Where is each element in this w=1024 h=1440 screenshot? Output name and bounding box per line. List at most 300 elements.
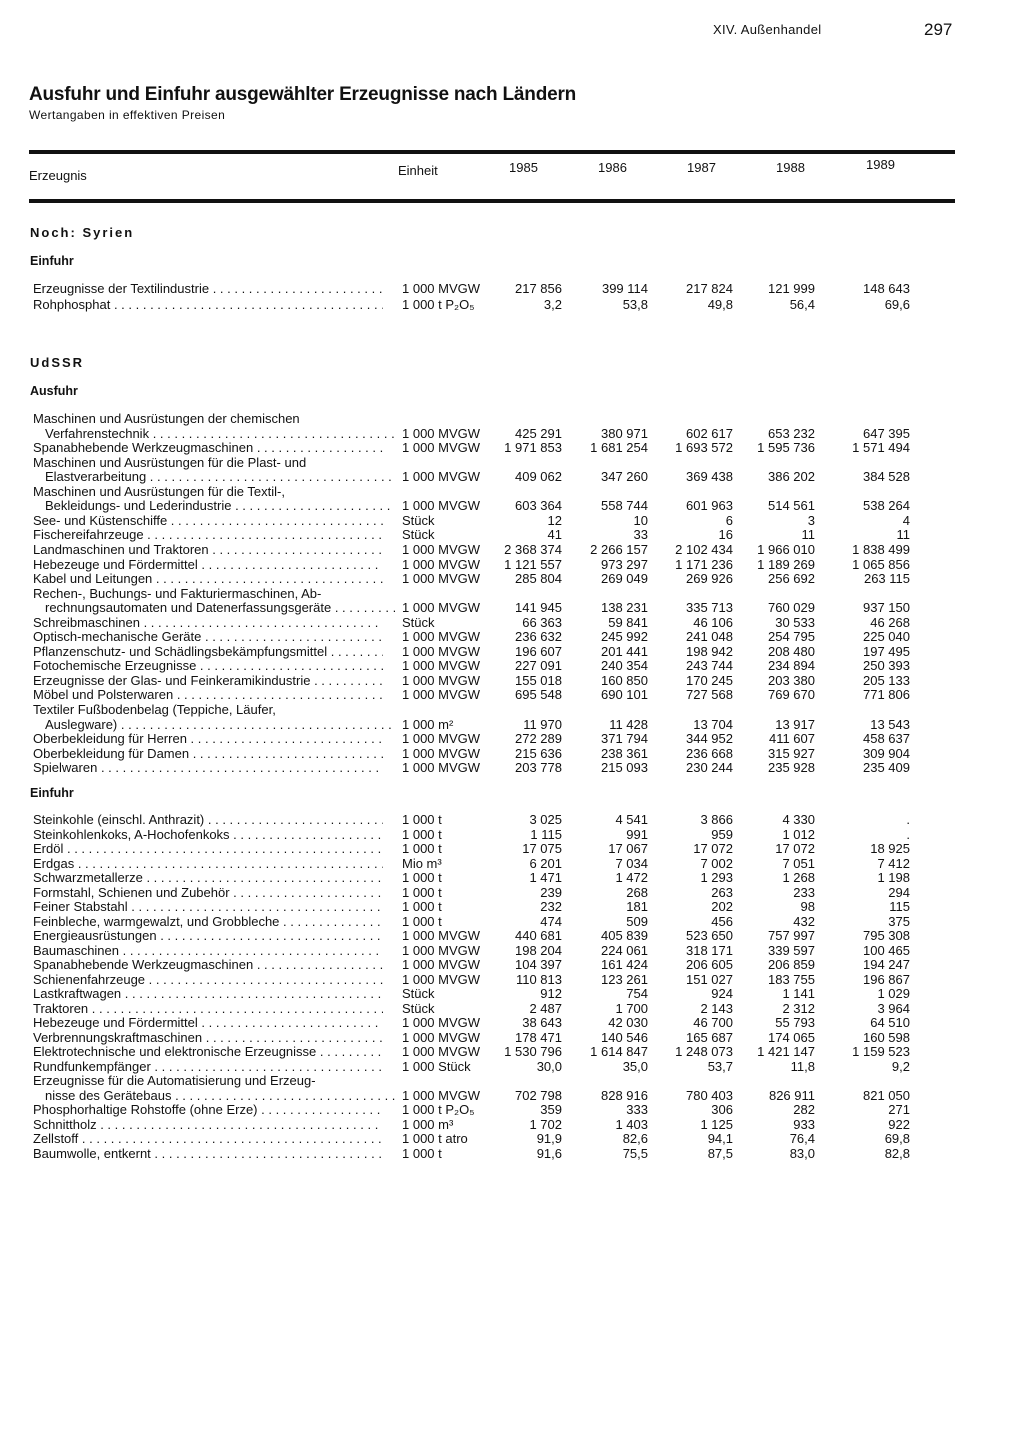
row-value-1986: 269 049 [601,571,648,587]
row-value-1989: 1 065 856 [852,556,910,572]
table-row [0,455,1024,470]
row-label: Möbel und Polsterwaren . . . [33,687,383,702]
row-value-1988: 339 597 [768,942,815,958]
row-value-1987: 1 248 073 [675,1044,733,1059]
row-value-1986: 1 403 [615,1116,648,1132]
row-label: Bekleidungs- und Lederindustrie . . . [45,498,395,513]
row-value-1985: 38 643 [522,1015,562,1030]
row-value-1989: 7 412 [877,855,910,871]
row-value-1988: 76,4 [789,1131,815,1146]
row-value-1989: 922 [888,1116,910,1132]
row-value-1987: 94,1 [707,1131,733,1146]
row-unit: 1 000 MVGW [402,571,481,587]
row-value-1989: 263 115 [863,571,910,587]
row-value-1988: 30 533 [775,614,815,630]
table-row [0,600,1024,615]
row-label: Elastverarbeitung . . . [45,469,395,484]
row-label: Schreibmaschinen . . . [33,615,383,630]
table-row [0,426,1024,441]
row-unit: 1 000 MVGW [402,658,481,674]
row-value-1987: 924 [711,986,733,1001]
row-value-1987: 263 [711,884,733,900]
row-unit: 1 000 MVGW [402,1044,481,1059]
row-label: Textiler Fußbodenbelag (Teppiche, Läufer, [33,702,276,717]
row-label: Kabel und Leitungen . . . [33,571,383,586]
row-value-1985: 1 971 853 [504,440,562,456]
row-value-1987: 243 744 [686,658,733,674]
row-value-1987: 241 048 [686,629,733,645]
row-unit: 1 000 t [402,884,442,900]
row-unit: 1 000 MVGW [402,731,481,747]
row-label: Fischereifahrzeuge . . . [33,527,383,542]
page-number: 297 [924,20,953,39]
row-value-1985: 30,0 [536,1058,562,1074]
row-unit: 1 000 MVGW [402,425,481,441]
row-value-1987: 369 438 [686,469,733,485]
row-value-1985: 3,2 [543,297,562,312]
row-value-1985: 2 487 [529,1000,562,1016]
row-value-1986: 10 [633,512,648,528]
col-header-1987: 1987 [687,160,716,175]
row-label: Elektrotechnische und elektronische Erzeugnisse . . . [33,1044,383,1059]
row-value-1989: 375 [888,913,910,929]
page-subtitle: Wertangaben in effektiven Preisen [29,108,226,122]
row-label: Oberbekleidung für Damen . . . [33,746,383,761]
row-value-1985: 6 201 [529,855,562,871]
table-row [0,527,1024,542]
row-value-1985: 217 856 [515,281,562,296]
row-value-1987: 230 244 [686,760,733,776]
row-value-1986: 238 361 [601,745,648,761]
row-value-1986: 973 297 [601,556,648,572]
row-value-1986: 1 614 847 [590,1044,648,1059]
row-value-1985: 1 530 796 [504,1044,562,1059]
row-value-1989: 194 247 [863,957,910,972]
row-value-1987: 456 [711,913,733,929]
row-value-1988: 1 268 [782,870,815,885]
row-value-1987: 236 668 [686,745,733,761]
row-label: Optisch-mechanische Geräte . . . [33,629,383,644]
row-label: Energieausrüstungen . . . [33,928,383,943]
row-value-1987: 3 866 [700,812,733,827]
row-value-1986: 17 067 [608,841,648,856]
row-label: Feiner Stabstahl . . . [33,899,383,914]
row-value-1987: 318 171 [686,942,733,958]
row-value-1985: 11 970 [523,716,562,732]
row-unit: 1 000 t [402,812,442,827]
row-value-1988: 3 [807,512,815,528]
row-value-1988: 653 232 [768,425,815,441]
row-unit: 1 000 MVGW [402,556,481,572]
row-unit: 1 000 m³ [402,1116,454,1132]
row-value-1985: 215 636 [515,745,562,761]
row-unit: 1 000 MVGW [402,672,481,688]
row-value-1988: 235 928 [768,760,815,776]
row-label: Erzeugnisse der Glas- und Feinkeramikindustrie . . . [33,673,383,688]
row-label: Rohphosphat . . . [33,297,383,312]
col-header-product: Erzeugnis [29,168,87,183]
row-value-1988: 1 966 010 [757,541,815,557]
row-value-1986: 509 [626,913,648,929]
row-value-1989: 11 [896,527,910,543]
table-row [0,928,1024,943]
row-value-1988: 4 330 [782,812,815,827]
row-value-1988: 234 894 [768,658,815,674]
row-value-1987: 198 942 [686,643,733,659]
row-value-1985: 66 363 [522,614,562,630]
table-row [0,914,1024,929]
row-value-1988: 411 607 [768,731,815,747]
row-value-1986: 215 093 [601,760,648,776]
row-value-1989: 3 964 [877,1000,910,1016]
row-value-1986: 380 971 [601,425,648,441]
row-value-1989: 64 510 [870,1015,910,1030]
row-value-1986: 224 061 [601,942,648,958]
row-label: Fotochemische Erzeugnisse . . . [33,658,383,673]
row-unit: Stück [402,1000,435,1016]
udssr-export-label: Ausfuhr [30,384,78,398]
row-unit: 1 000 Stück [402,1058,471,1074]
row-label: Maschinen und Ausrüstungen für die Textil-, [33,483,285,499]
row-value-1988: 1 189 269 [757,556,815,572]
col-header-1988: 1988 [776,160,805,175]
row-value-1986: 1 681 254 [590,440,648,456]
row-unit: 1 000 MVGW [402,629,481,645]
row-label: nisse des Gerätebaus . . . [45,1088,395,1103]
header-rule [29,199,955,203]
row-value-1986: 690 101 [601,687,648,703]
table-row [0,687,1024,702]
row-unit: 1 000 MVGW [402,498,481,514]
row-value-1985: 91,9 [536,1131,562,1146]
row-value-1988: 83,0 [789,1145,815,1161]
row-value-1989: 148 643 [863,281,910,296]
row-unit: 1 000 MVGW [402,687,481,703]
row-value-1988: 98 [800,899,815,914]
row-value-1989: 115 [889,899,910,914]
row-value-1988: 206 859 [768,957,815,972]
table-row [0,1131,1024,1146]
table-row [0,411,1024,426]
table-row [0,281,1024,296]
row-value-1987: 344 952 [686,731,733,747]
row-value-1989: 795 308 [863,928,910,943]
row-label: Hebezeuge und Fördermittel . . . [33,557,383,572]
row-unit: 1 000 t [402,1145,442,1161]
row-value-1989: . [906,826,910,842]
row-value-1989: 196 867 [863,971,910,987]
row-value-1985: 198 204 [515,942,562,958]
row-unit: Stück [402,527,435,543]
col-header-1985: 1985 [509,160,538,175]
row-value-1988: 757 997 [768,928,815,943]
row-label: Spielwaren . . . [33,760,383,775]
row-value-1988: 769 670 [768,687,815,703]
row-label: Rundfunkempfänger . . . [33,1059,383,1074]
row-unit: Stück [402,986,435,1001]
row-value-1987: 2 102 434 [675,541,733,557]
table-row [0,899,1024,914]
table-row [0,870,1024,885]
table-row [0,1030,1024,1045]
table-row [0,760,1024,775]
row-value-1989: 4 [902,512,910,528]
row-value-1985: 104 397 [515,957,562,972]
row-value-1986: 82,6 [622,1131,648,1146]
row-label: Schnittholz . . . [33,1117,383,1132]
row-value-1986: 2 266 157 [590,541,648,557]
row-unit: 1 000 MVGW [402,745,481,761]
row-value-1986: 53,8 [622,297,648,312]
row-unit: 1 000 MVGW [402,541,481,557]
table-row [0,827,1024,842]
row-value-1988: 933 [793,1116,815,1132]
row-value-1985: 285 804 [515,571,562,587]
row-label: Phosphorhaltige Rohstoffe (ohne Erze) . . . [33,1102,383,1117]
row-value-1987: 217 824 [686,281,733,296]
table-row [0,557,1024,572]
table-row [0,1059,1024,1074]
row-unit: 1 000 MVGW [402,942,481,958]
row-value-1985: 474 [540,913,562,929]
row-value-1985: 91,6 [536,1145,562,1161]
row-label: Verfahrenstechnik . . . [45,426,395,441]
row-value-1988: 256 692 [768,571,815,587]
row-value-1986: 11 428 [609,716,648,732]
table-row [0,702,1024,717]
row-unit: 1 000 MVGW [402,643,481,659]
row-value-1986: 405 839 [601,928,648,943]
row-value-1985: 1 121 557 [504,556,562,572]
row-value-1986: 75,5 [622,1145,648,1161]
row-value-1986: 371 794 [601,731,648,747]
row-value-1989: 771 806 [863,687,910,703]
row-value-1985: 1 471 [529,870,562,885]
row-value-1987: 1 125 [700,1116,733,1132]
row-value-1987: 959 [711,826,733,842]
row-value-1987: 13 704 [693,716,733,732]
row-label: Oberbekleidung für Herren . . . [33,731,383,746]
row-label: See- und Küstenschiffe . . . [33,513,383,528]
row-value-1988: 254 795 [768,629,815,645]
row-label: Auslegware) . . . [45,717,395,732]
row-value-1986: 123 261 [601,971,648,987]
row-unit: 1 000 MVGW [402,1015,481,1030]
row-unit: 1 000 t P₂O₅ [402,1102,475,1117]
table-row [0,1117,1024,1132]
table-row [0,615,1024,630]
row-value-1987: 269 926 [686,571,733,587]
row-value-1988: 121 999 [768,281,815,296]
row-value-1985: 425 291 [515,425,562,441]
row-label: Zellstoff . . . [33,1131,383,1146]
row-value-1985: 178 471 [515,1029,562,1045]
table-row [0,1088,1024,1103]
row-value-1985: 409 062 [515,469,562,485]
table-row [0,957,1024,972]
row-value-1986: 59 841 [608,614,648,630]
row-value-1989: 46 268 [870,614,910,630]
row-value-1987: 151 027 [686,971,733,987]
row-value-1988: 1 595 736 [757,440,815,456]
row-value-1988: 55 793 [775,1015,815,1030]
row-label: Steinkohlenkoks, A-Hochofenkoks . . . [33,827,383,842]
row-value-1987: 17 072 [693,841,733,856]
row-unit: 1 000 MVGW [402,971,481,987]
row-value-1985: 141 945 [515,600,562,616]
row-unit: 1 000 MVGW [402,957,481,972]
row-label: Schienenfahrzeuge . . . [33,972,383,987]
row-value-1986: 160 850 [601,672,648,688]
table-row [0,629,1024,644]
row-value-1985: 236 632 [515,629,562,645]
row-value-1988: 826 911 [768,1087,815,1103]
row-value-1986: 1 700 [615,1000,648,1016]
row-value-1988: 1 141 [782,986,815,1001]
row-value-1987: 727 568 [686,687,733,703]
page-title: Ausfuhr und Einfuhr ausgewählter Erzeugnisse nach Ländern [29,84,577,105]
row-value-1988: 208 480 [768,643,815,659]
table-row [0,297,1024,312]
row-value-1989: 235 409 [863,760,910,776]
row-value-1989: 294 [888,884,910,900]
row-value-1986: 138 231 [601,600,648,616]
row-label: Spanabhebende Werkzeugmaschinen . . . [33,440,383,455]
row-label: Hebezeuge und Fördermittel . . . [33,1015,383,1030]
section-syrien: Noch: Syrien [30,225,135,240]
row-value-1989: 1 571 494 [852,440,910,456]
table-row [0,542,1024,557]
table-row [0,484,1024,499]
row-label: Feinbleche, warmgewalzt, und Grobbleche . . . [33,914,383,929]
row-value-1985: 232 [540,899,562,914]
table-row [0,1044,1024,1059]
row-value-1986: 1 472 [615,870,648,885]
row-value-1988: 386 202 [768,469,815,485]
row-value-1989: 13 543 [870,716,910,732]
row-unit: 1 000 t [402,826,442,842]
top-rule [29,150,955,154]
row-value-1989: 82,8 [884,1145,910,1161]
row-value-1987: 202 [711,899,733,914]
row-value-1989: 69,6 [884,297,910,312]
udssr-import-label: Einfuhr [30,786,74,800]
row-value-1985: 1 115 [530,826,562,842]
row-value-1985: 239 [540,884,562,900]
row-value-1987: 1 171 236 [675,556,733,572]
row-value-1989: 821 050 [863,1087,910,1103]
table-row [0,673,1024,688]
table-row [0,986,1024,1001]
row-value-1986: 399 114 [601,281,648,296]
row-value-1986: 181 [626,899,648,914]
row-value-1987: 1 693 572 [675,440,733,456]
row-label: Maschinen und Ausrüstungen der chemischen [33,411,300,426]
table-row [0,658,1024,673]
row-value-1987: 7 002 [700,855,733,871]
row-value-1987: 306 [711,1102,733,1117]
section-udssr: UdSSR [30,355,85,370]
row-unit: Stück [402,512,435,528]
row-unit: 1 000 t [402,913,442,929]
row-value-1985: 912 [540,986,562,1001]
row-label: Erdöl . . . [33,841,383,856]
row-value-1988: 315 927 [768,745,815,761]
row-value-1989: 1 198 [877,870,910,885]
table-row [0,1102,1024,1117]
row-label: Traktoren . . . [33,1001,383,1016]
row-label: Pflanzenschutz- und Schädlingsbekämpfungsmittel . . . [33,644,383,659]
table-row [0,513,1024,528]
row-label: Baumwolle, entkernt . . . [33,1146,383,1161]
table-row [0,1146,1024,1161]
row-value-1985: 110 813 [515,971,562,987]
row-value-1988: 514 561 [768,498,815,514]
row-value-1989: 384 528 [863,469,910,485]
row-value-1986: 7 034 [615,855,648,871]
row-value-1985: 227 091 [515,658,562,674]
row-value-1987: 165 687 [686,1029,733,1045]
row-value-1986: 347 260 [601,469,648,485]
row-value-1989: . [906,812,910,827]
row-value-1988: 17 072 [775,841,815,856]
table-row [0,440,1024,455]
row-value-1987: 46 700 [693,1015,733,1030]
table-row [0,1001,1024,1016]
row-value-1987: 49,8 [707,297,733,312]
row-value-1989: 1 838 499 [852,541,910,557]
row-value-1989: 1 159 523 [852,1044,910,1059]
row-label: Lastkraftwagen . . . [33,986,383,1001]
row-value-1987: 53,7 [707,1058,733,1074]
row-value-1988: 13 917 [775,716,815,732]
row-value-1988: 233 [793,884,815,900]
row-value-1989: 538 264 [863,498,910,514]
running-header: XIV. Außenhandel [713,22,822,37]
row-value-1989: 100 465 [863,942,910,958]
syrien-import-label: Einfuhr [30,254,74,268]
row-value-1989: 69,8 [884,1131,910,1146]
table-row [0,1015,1024,1030]
row-label: Spanabhebende Werkzeugmaschinen . . . [33,957,383,972]
table-row [0,586,1024,601]
row-value-1988: 282 [793,1102,815,1117]
row-value-1987: 1 293 [700,870,733,885]
row-value-1986: 33 [633,527,648,543]
row-unit: 1 000 MVGW [402,600,481,616]
table-row [0,812,1024,827]
table-row [0,1073,1024,1088]
row-unit: 1 000 t [402,870,442,885]
row-value-1985: 155 018 [515,672,562,688]
row-value-1986: 245 992 [601,629,648,645]
row-value-1988: 56,4 [789,297,815,312]
row-value-1988: 203 380 [768,672,815,688]
row-value-1987: 87,5 [707,1145,733,1161]
row-value-1985: 440 681 [515,928,562,943]
row-value-1985: 359 [540,1102,562,1117]
row-value-1987: 602 617 [686,425,733,441]
row-value-1989: 9,2 [891,1058,910,1074]
row-value-1988: 174 065 [768,1029,815,1045]
table-row [0,717,1024,732]
row-value-1985: 695 548 [515,687,562,703]
row-value-1985: 603 364 [515,498,562,514]
row-value-1985: 702 798 [515,1087,562,1103]
row-value-1987: 601 963 [686,498,733,514]
row-unit: 1 000 t atro [402,1131,468,1146]
row-value-1986: 4 541 [615,812,648,827]
